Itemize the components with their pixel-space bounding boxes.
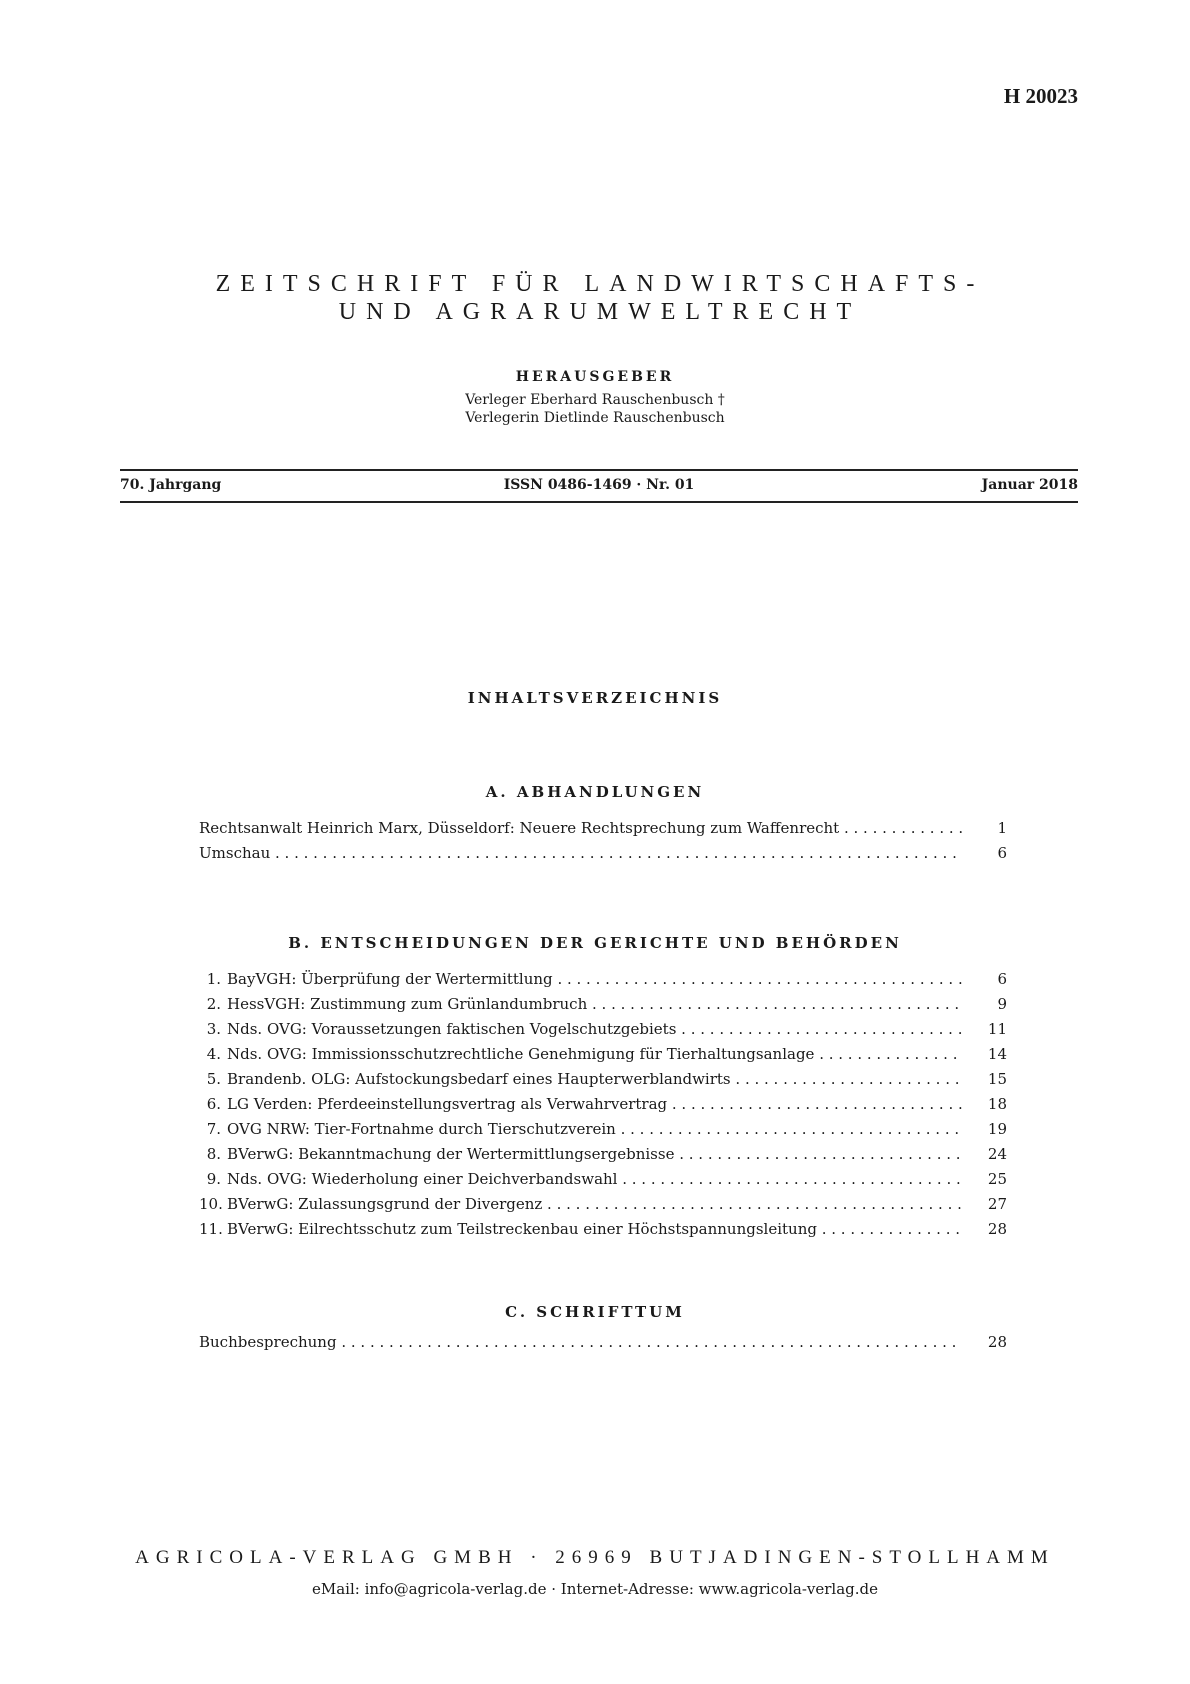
toc-entry-title: Nds. OVG: Wiederholung einer Deichverbandswahl . . . bbox=[227, 1167, 962, 1192]
publisher-name: AGRICOLA-VERLAG GMBH · 26969 BUTJADINGEN-STOLLHAMM bbox=[135, 1547, 1055, 1568]
journal-code: H 20023 bbox=[1003, 84, 1078, 108]
editors-names bbox=[0, 391, 1190, 427]
section-b-heading: B. ENTSCHEIDUNGEN DER GERICHTE UND BEHÖRDEN bbox=[288, 934, 902, 952]
section-a-list bbox=[199, 816, 1007, 866]
section-c-list bbox=[199, 1330, 1007, 1355]
toc-entry[interactable] bbox=[199, 1142, 1007, 1167]
toc-entry-page: 28 bbox=[987, 1333, 1007, 1351]
toc-entry[interactable] bbox=[199, 1330, 1007, 1355]
toc-entry[interactable] bbox=[199, 1067, 1007, 1092]
toc-entry-number: 8. bbox=[206, 1145, 221, 1163]
toc-entry[interactable] bbox=[199, 1092, 1007, 1117]
toc-entry-page: 24 bbox=[987, 1145, 1007, 1163]
toc-entry-page: 9 bbox=[997, 995, 1007, 1013]
journal-title-line-1: ZEITSCHRIFT FÜR LANDWIRTSCHAFTS- bbox=[215, 271, 985, 297]
toc-entry[interactable] bbox=[199, 1192, 1007, 1217]
toc-entry[interactable] bbox=[199, 967, 1007, 992]
toc-entry-number: 6. bbox=[206, 1095, 221, 1113]
issue-issn: ISSN 0486-1469 · Nr. 01 bbox=[503, 477, 695, 493]
toc-entry[interactable] bbox=[199, 1042, 1007, 1067]
issue-date: Januar 2018 bbox=[981, 477, 1078, 493]
publisher-contact: eMail: info@agricola-verlag.de · Internet-Adresse: www.agricola-verlag.de bbox=[311, 1580, 879, 1598]
toc-entry-title: Buchbesprechung . . . bbox=[199, 1330, 962, 1355]
toc-entry-title: BVerwG: Bekanntmachung der Wertermittlungsergebnisse . . . bbox=[227, 1142, 962, 1167]
editor-name: Verleger Eberhard Rauschenbusch † bbox=[465, 392, 725, 408]
toc-entry-page: 19 bbox=[987, 1120, 1007, 1138]
toc-entry-page: 27 bbox=[987, 1195, 1007, 1213]
issue-info-bar bbox=[120, 469, 1078, 503]
toc-entry-page: 14 bbox=[987, 1045, 1007, 1063]
toc-entry-number: 4. bbox=[206, 1045, 221, 1063]
toc-entry[interactable] bbox=[199, 1217, 1007, 1242]
toc-entry-page: 15 bbox=[987, 1070, 1007, 1088]
toc-entry[interactable] bbox=[199, 1017, 1007, 1042]
toc-entry-title: Umschau . . . bbox=[199, 841, 962, 866]
section-c-heading: C. SCHRIFTTUM bbox=[505, 1303, 685, 1321]
toc-entry-title: BVerwG: Eilrechtsschutz zum Teilstreckenbau einer Höchstspannungsleitung . . . bbox=[227, 1217, 962, 1242]
toc-entry-page: 11 bbox=[987, 1020, 1007, 1038]
toc-entry-page: 28 bbox=[987, 1220, 1007, 1238]
issue-volume: 70. Jahrgang bbox=[120, 477, 222, 493]
toc-entry-title: BVerwG: Zulassungsgrund der Divergenz . . . bbox=[227, 1192, 962, 1217]
toc-entry[interactable] bbox=[199, 816, 1007, 841]
toc-entry[interactable] bbox=[199, 1117, 1007, 1142]
journal-title bbox=[0, 270, 1190, 326]
toc-entry-title: Rechtsanwalt Heinrich Marx, Düsseldorf: Neuere Rechtsprechung zum Waffenrecht . . . bbox=[199, 816, 962, 841]
toc-entry-number: 10. bbox=[199, 1195, 223, 1213]
toc-entry[interactable] bbox=[199, 1167, 1007, 1192]
section-a-heading: A. ABHANDLUNGEN bbox=[485, 783, 705, 801]
section-b-list bbox=[199, 967, 1007, 1242]
toc-entry-title: LG Verden: Pferdeeinstellungsvertrag als Verwahrvertrag . . . bbox=[227, 1092, 962, 1117]
toc-entry-number: 3. bbox=[206, 1020, 221, 1038]
toc-entry-title: HessVGH: Zustimmung zum Grünlandumbruch . . . bbox=[227, 992, 962, 1017]
toc-entry-page: 1 bbox=[997, 819, 1007, 837]
toc-entry-number: 11. bbox=[199, 1220, 223, 1238]
toc-entry-page: 25 bbox=[987, 1170, 1007, 1188]
editor-name: Verlegerin Dietlinde Rauschenbusch bbox=[465, 410, 725, 426]
toc-entry-title: Brandenb. OLG: Aufstockungsbedarf eines Haupterwerblandwirts . . . bbox=[227, 1067, 962, 1092]
toc-entry-number: 2. bbox=[206, 995, 221, 1013]
toc-entry-number: 7. bbox=[206, 1120, 221, 1138]
toc-entry[interactable] bbox=[199, 992, 1007, 1017]
toc-entry-title: Nds. OVG: Immissionsschutzrechtliche Genehmigung für Tierhaltungsanlage . . . bbox=[227, 1042, 962, 1067]
toc-entry-title: BayVGH: Überprüfung der Wertermittlung . . . bbox=[227, 967, 962, 992]
editors-label: HERAUSGEBER bbox=[515, 369, 675, 385]
toc-entry[interactable] bbox=[199, 841, 1007, 866]
toc-entry-number: 5. bbox=[206, 1070, 221, 1088]
toc-entry-page: 18 bbox=[987, 1095, 1007, 1113]
toc-entry-title: OVG NRW: Tier-Fortnahme durch Tierschutzverein . . . bbox=[227, 1117, 962, 1142]
toc-entry-number: 9. bbox=[206, 1170, 221, 1188]
toc-entry-number: 1. bbox=[206, 970, 221, 988]
toc-heading: INHALTSVERZEICHNIS bbox=[467, 689, 723, 707]
toc-entry-title: Nds. OVG: Voraussetzungen faktischen Vogelschutzgebiets . . . bbox=[227, 1017, 962, 1042]
toc-entry-page: 6 bbox=[997, 970, 1007, 988]
toc-entry-page: 6 bbox=[997, 844, 1007, 862]
journal-title-line-2: UND AGRARUMWELTRECHT bbox=[338, 299, 862, 325]
